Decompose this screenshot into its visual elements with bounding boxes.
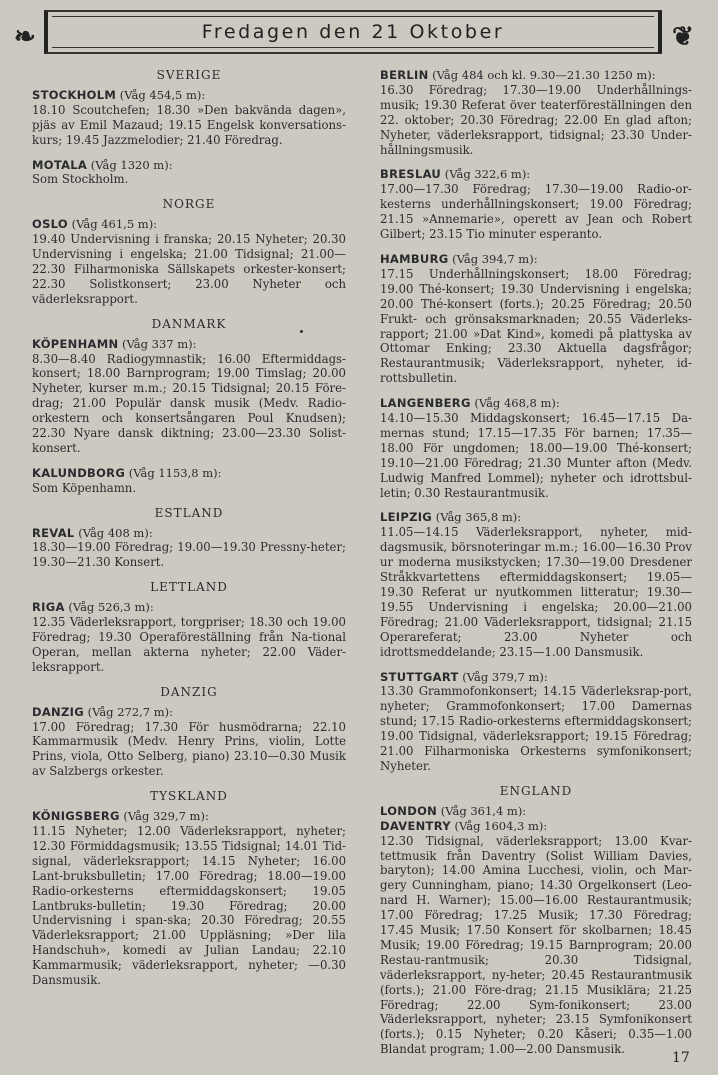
title-frame [44, 10, 662, 54]
country-heading: DANMARK [151, 316, 227, 331]
station-entry [32, 88, 346, 148]
country-heading: SVERIGE [156, 68, 222, 82]
station-name: KALUNDBORG [32, 465, 126, 480]
wavelength: (Våg 1604,3 m): [450, 818, 548, 833]
station-entry [380, 510, 692, 659]
station-name: MOTALA [32, 157, 88, 172]
wavelength: (Våg 408 m): [74, 525, 153, 540]
wavelength: (Våg 454,5 m): [116, 87, 206, 102]
program-text: 13.30 Grammofonkonsert; 14.15 Väderleksrap-port, nyheter; Grammofonkonsert; 17.00 Damernas stund; 17.15 Radio-orkesterns eftermiddagskonsert; 19.00 Tidsignal, väderleksrapport; 19.15 Föredrag; 21.00 Filharmoniska Orkesterns symfonikonsert; Nyheter. [380, 684, 692, 773]
page-title: Fredagen den 21 Oktober [201, 21, 505, 43]
country-heading: ENGLAND [499, 783, 573, 798]
station-name: OSLO [32, 217, 68, 232]
program-text: 17.15 Underhållningskonsert; 18.00 Föredrag; 19.00 Thé-konsert; 19.30 Undervisning i engelska; 20.00 Thé-konsert (forts.); 20.25 Föredrag; 20.50 Frukt- och grönsaksmarknaden; 20.55 Väderleks-rapport; 21.00 »Dat Kind», komedi på plattyska av Ottomar Enking; 23.30 Aktuella dagsfrågor; Restaurantmusik; Väderleksrapport, nyheter, id-rottsbulletin. [380, 266, 692, 386]
station-name: RIGA [32, 600, 65, 615]
station-name: BRESLAU [380, 167, 442, 182]
wavelength: (Våg 1320 m): [87, 157, 173, 172]
wavelength: (Våg 361,4 m): [437, 803, 527, 818]
program-text: Som Köpenhamn. [32, 480, 137, 495]
page-header [0, 8, 718, 58]
wavelength: (Våg 322,6 m): [441, 167, 531, 182]
right-column [380, 68, 692, 1067]
station-name: STUTTGART [380, 669, 459, 684]
station-entry [32, 337, 346, 456]
wavelength: (Våg 272,7 m): [83, 704, 174, 719]
station-name: HAMBURG [380, 251, 449, 266]
station-name: LONDON [380, 803, 438, 818]
station-entry [380, 819, 692, 1058]
station-name: DAVENTRY [380, 818, 451, 833]
wavelength: (Våg 1153,8 m): [125, 465, 222, 480]
station-entry [380, 252, 692, 386]
station-name: REVAL [32, 525, 75, 540]
country-heading: ESTLAND [154, 505, 224, 520]
wavelength: (Våg 461,5 m): [67, 217, 158, 232]
station-entry [32, 809, 346, 988]
program-text: 11.05—14.15 Väderleksrapport, nyheter, mid-dagsmusik, börsnoteringar m.m.; 16.00—16.30 Prov ur moderna musikstycken; 17.30—19.00 Dresdener Stråkkvartettens eftermiddagskonsert; 19.05—19.30 Referat ur nyutkommen litteratur; 19.30—19.55 Undervisning i engelska; 20.00—21.00 Föredrag; 21.00 Väderleksrapport, tidsignal; 21.15 Operareferat; 23.00 Nyheter och idrottsmeddelande; 23.15—1.00 Dansmusik. [380, 525, 692, 659]
program-text: 18.30—19.00 Föredrag; 19.00—19.30 Pressny-heter; 19.30—21.30 Konsert. [32, 540, 346, 570]
station-entry [32, 600, 346, 675]
station-entry [380, 167, 692, 242]
station-entry [32, 526, 346, 571]
wavelength: (Våg 379,7 m): [458, 669, 548, 684]
station-entry [380, 804, 692, 819]
program-text: 17.00—17.30 Föredrag; 17.30—19.00 Radio-or-kesterns underhållningskonsert; 19.00 Föredrag; 21.15 »Annemarie», operett av Jean och Robert Gilbert; 23.15 Tio minuter esperanto. [380, 182, 692, 242]
program-text: 14.10—15.30 Middagskonsert; 16.45—17.15 Da-mernas stund; 17.15—17.35 För barnen; 17.35—18.00 För ungdomen; 18.00—19.00 Thé-konsert; 19.10—21.00 Föredrag; 21.30 Munter afton (Medv. Ludwig Manfred Lommel); nyheter och idrottsbul-letin; 0.30 Restaurantmusik. [380, 411, 692, 500]
program-text: 11.15 Nyheter; 12.00 Väderleksrapport, nyheter; 12.30 Förmiddagsmusik; 13.55 Tidsignal; 14.01 Tid-signal, väderleksrapport; 14.15 Nyheter; 16.00 Lant-bruksbulletin; 17.00 Föredrag; 18.00—19.00 Radio-orkesterns eftermiddagskonsert; 19.05 Lantbruks-bulletin; 19.30 Föredrag; 20.00 Undervisning i span-ska; 20.30 Föredrag; 20.55 Väderleksrapport; 21.00 Uppläsning; »Der lila Handschuh», komedi av Julian Landau; 22.10 Kammarmusik; väderleksrapport, nyheter; —0.30 Dansmusik. [32, 823, 346, 988]
country-heading: LETTLAND [150, 580, 228, 595]
country-heading: NORGE [162, 197, 216, 212]
fleuron-left-icon: ❧ [14, 22, 36, 52]
program-text: 16.30 Föredrag; 17.30—19.00 Underhållnings-musik; 19.30 Referat över teaterföreställningen den 22. oktober; 20.30 Föredrag; 22.00 En glad afton; Nyheter, väderleksrapport, tidsignal; 23.30 Under-hållningsmusik. [380, 82, 692, 157]
station-entry [380, 68, 692, 157]
page-number: 17 [672, 1050, 690, 1066]
program-text: Som Stockholm. [32, 172, 129, 187]
program-text: 18.10 Scoutchefen; 18.30 »Den bakvända dagen», pjäs av Emil Mazaud; 19.15 Engelsk konversations-kurs; 19.45 Jazzmelodier; 21.40 Föredrag. [32, 102, 346, 147]
station-entry [32, 217, 346, 306]
station-entry [380, 396, 692, 500]
wavelength: (Våg 365,8 m): [432, 510, 522, 525]
left-column [32, 68, 346, 998]
country-heading: TYSKLAND [150, 789, 228, 804]
fleuron-right-icon: ❦ [672, 22, 694, 52]
wavelength: (Våg 484 och kl. 9.30—21.30 1250 m): [428, 68, 656, 82]
station-name: BERLIN [380, 68, 429, 82]
wavelength: (Våg 329,7 m): [119, 809, 209, 824]
station-name: LANGENBERG [380, 396, 471, 411]
station-entry [380, 670, 692, 774]
program-text: 19.40 Undervisning i franska; 20.15 Nyheter; 20.30 Undervisning i engelska; 21.00 Tidsignal; 21.00—22.30 Filharmoniska Sällskapets orkester-konsert; 22.30 Solistkonsert; 23.00 Nyheter och väderleksrapport. [32, 232, 346, 306]
program-text: 12.30 Tidsignal, väderleksrapport; 13.00 Kvar-tettmusik från Daventry (Solist William Davies, baryton); 14.00 Amina Lucchesi, violin, och Mar-gery Cunningham, piano; 14.30 Orgelkonsert (Leo-nard H. Warner); 15.00—16.00 Restaurantmusik; 17.00 Föredrag; 17.25 Musik; 17.30 Föredrag; 17.45 Musik; 17.50 Konsert för skolbarnen; 18.45 Musik; 19.00 Föredrag; 19.15 Barnprogram; 20.00 Restau-rantmusik; 20.30 Tidsignal, väderleksrapport, ny-heter; 20.45 Restaurantmusik (forts.); 21.00 Före-drag; 21.15 Musiklära; 21.25 Föredrag; 22.00 Sym-fonikonsert; 23.00 Väderleksrapport, nyheter; 23.15 Symfonikonsert (forts.); 0.15 Nyheter; 0.20 Kåseri; 0.35—1.00 Blandat program; 1.00—2.00 Dansmusik. [380, 833, 692, 1057]
wavelength: (Våg 394,7 m): [448, 251, 538, 266]
station-entry [32, 466, 346, 496]
station-name: DANZIG [32, 704, 84, 719]
program-text: 12.35 Väderleksrapport, torgpriser; 18.30 och 19.00 Föredrag; 19.30 Operaföreställning från Na-tional Operan, mellan akterna nyheter; 22.00 Väder-leksrapport. [32, 615, 346, 674]
station-entry [32, 158, 346, 188]
wavelength: (Våg 337 m): [118, 336, 197, 351]
station-entry [32, 705, 346, 780]
station-name: KÖNIGSBERG [32, 809, 120, 824]
program-text: 8.30—8.40 Radiogymnastik; 16.00 Eftermiddags-konsert; 18.00 Barnprogram; 19.00 Timslag; 20.00 Nyheter, kurser m.m.; 20.15 Tidsignal; 20.15 Före-drag; 21.00 Populär dansk musik (Medv. Radio-orkestern och konsertsångaren Poul Knudsen); 22.30 Nyare dansk diktning; 23.00—23.30 Solist-konsert. [32, 351, 346, 455]
station-name: STOCKHOLM [32, 87, 117, 102]
station-name: LEIPZIG [380, 510, 433, 525]
wavelength: (Våg 468,8 m): [470, 396, 560, 411]
station-name: KÖPENHAMN [32, 336, 119, 351]
wavelength: (Våg 526,3 m): [64, 600, 154, 615]
program-text: 17.00 Föredrag; 17.30 För husmödrarna; 22.10 Kammarmusik (Medv. Henry Prins, violin, Lotte Prins, viola, Otto Selberg, piano) 23.10—0.30 Musik av Salzbergs orkester. [32, 719, 346, 779]
ink-dot [300, 330, 303, 333]
country-heading: DANZIG [160, 684, 218, 699]
